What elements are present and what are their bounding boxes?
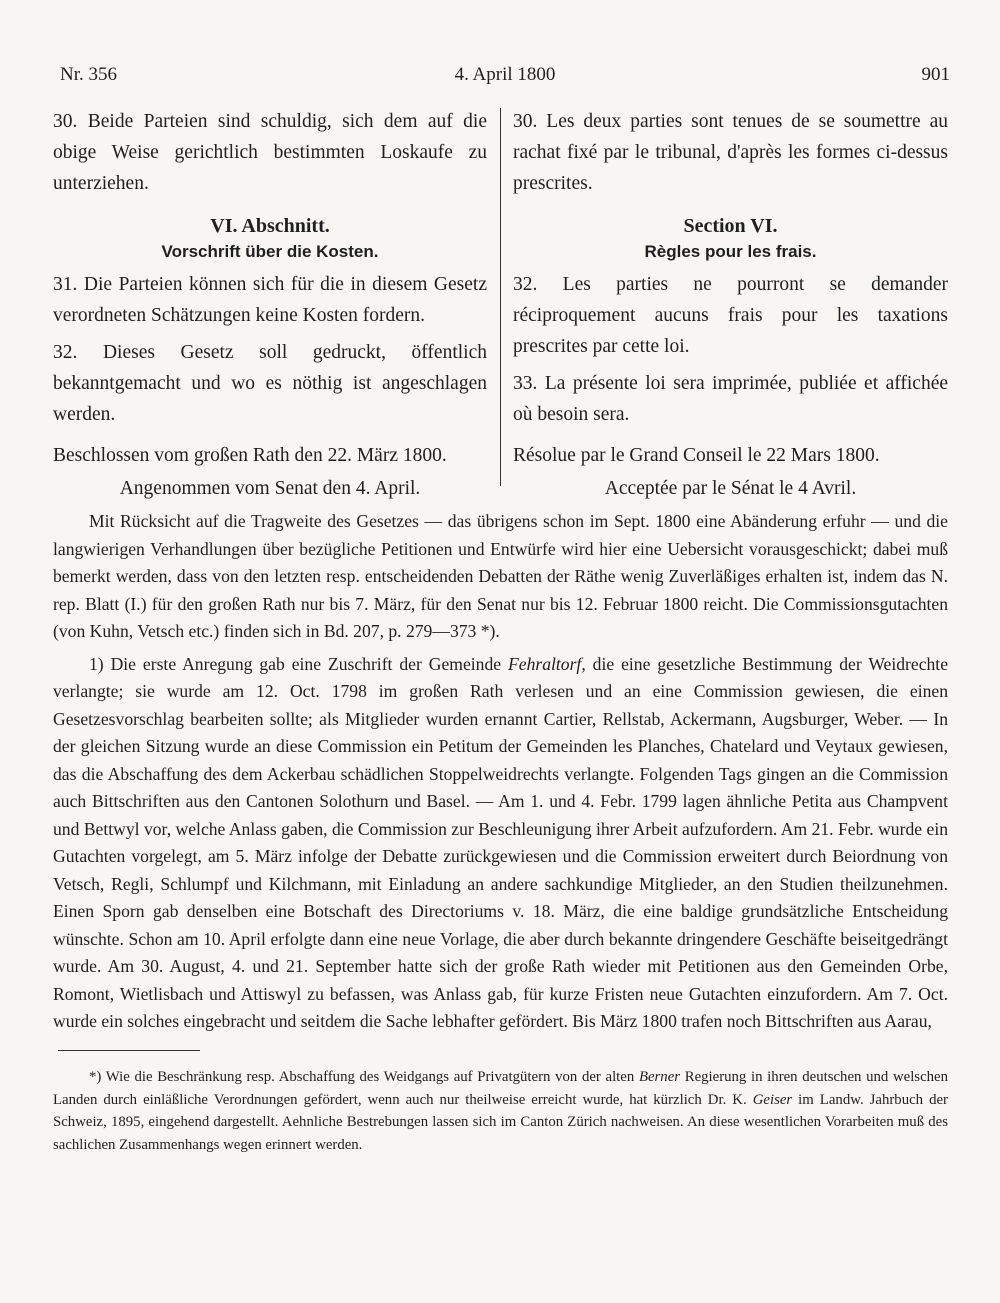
column-divider [500, 108, 501, 486]
section-title-fr: Section VI. [683, 215, 778, 237]
author-name: Geiser [752, 1091, 793, 1108]
text-span: Berner [638, 1069, 681, 1085]
footnote [53, 1066, 948, 1156]
resolution-line-fr: Résolue par le Grand Conseil le 22 Mars 1800. [513, 445, 880, 466]
section-subtitle-de: Vorschrift über die Kosten. [161, 242, 379, 261]
french-column [513, 106, 948, 504]
resolution-line-de: Beschlossen vom großen Rath den 22. März 1800. [53, 445, 447, 466]
footnote-rule [58, 1050, 200, 1051]
text-span: *) Wie die Beschränkung resp. Abschaffung des Weidgangs auf Privatgütern von der alten [89, 1069, 639, 1085]
commentary-paragraph: Mit Rücksicht auf die Tragweite des Gesetzes — das übrigens schon im Sept. 1800 eine Abänderung erfuhr — und die langwierigen Verhandlungen über bezügliche Petitionen und Entwürfe wird hier eine Uebersicht vorausgeschickt; dabei muß bemerkt werden, dass von den letzten resp. entscheidenden Debatten der Räthe wenig Zuverläßiges erhalten ist, indem das N. rep. Blatt (I.) für den großen Rath nur bis 7. März, für den Senat nur bis 12. Februar 1800 reicht. Die Commissionsgutachten (von Kuhn, Vetsch etc.) finden sich in Bd. 207, p. 279—373 *). [53, 511, 948, 641]
text-span: Regierung in ihren deutschen und welschen Landen durch einläßliche Verordnungen gefördert, wenn auch nur theilweise erreicht wurde, hat kürzlich Dr. K. [53, 1069, 948, 1108]
text-span: im Landw. Jahrbuch der Schweiz, 1895, eingehend dargestellt. Aehnliche Bestrebungen lassen sich im Canton Zürich nachweisen. An diese wesentlichen Vorarbeiten muß des sachlichen Zusammenhangs wegen erinnert werden. [53, 1091, 948, 1153]
text-span: 1) Die erste Anregung gab eine Zuschrift der Gemeinde [89, 653, 509, 674]
article-30-de: 30. Beide Parteien sind schuldig, sich dem auf die obige Weise gerichtlich bestimmten Loskaufe zu unterziehen. [53, 111, 487, 194]
article-32-de: 32. Dieses Gesetz soll gedruckt, öffentlich bekanntgemacht und wo es nöthig ist angeschlagen werden. [53, 342, 487, 425]
place-name: Fehraltorf [508, 653, 582, 674]
commentary-text [53, 508, 948, 1036]
acceptance-line-de: Angenommen vom Senat den 4. April. [119, 478, 421, 499]
article-30-fr: 30. Les deux parties sont tenues de se soumettre au rachat fixé par le tribunal, d'après les formes ci-dessus prescrites. [513, 111, 948, 194]
section-title-de: VI. Abschnitt. [210, 215, 330, 237]
article-32-fr: 32. Les parties ne pourront se demander réciproquement aucuns frais pour les taxations prescrites par cette loi. [513, 274, 948, 357]
acceptance-line-fr: Acceptée par le Sénat le 4 Avril. [604, 478, 857, 499]
article-31-de: 31. Die Parteien können sich für die in diesem Gesetz verordneten Schätzungen keine Kosten fordern. [53, 274, 487, 326]
header-date: 4. April 1800 [454, 64, 556, 85]
footnote-paragraph [53, 1066, 948, 1156]
page-header [60, 64, 950, 88]
german-column [53, 106, 487, 504]
page-number: 901 [921, 64, 950, 85]
text-span: , die eine gesetzliche Bestimmung der Weidrechte verlangte; sie wurde am 12. Oct. 1798 im großen Rath verlesen und an eine Commission gewiesen, die einen Gesetzesvorschlag bearbeiten sollte; als Mitglieder wurden ernannt Cartier, Rellstab, Ackermann, Augsburger, Weber. — In der gleichen Sitzung wurde an diese Commission ein Petitum der Gemeinden les Planches, Chatelard und Veytaux gewiesen, das die Abschaffung des dem Ackerbau schädlichen Stoppelweidrechts verlangte. Folgenden Tags gingen an die Commission auch Bittschriften aus den Cantonen Solothurn und Basel. — Am 1. und 4. Febr. 1799 lagen ähnliche Petita aus Champvent und Bettwyl vor, welche Anlass gaben, die Commission zur Beschleunigung ihrer Arbeit aufzufordern. Am 21. Febr. wurde ein Gutachten vorgelegt, am 5. März infolge der Debatte zurückgewiesen und die Commission erweitert durch Beiordnung von Vetsch, Regli, Schlumpf und Kilchmann, mit Einladung an andere sachkundige Mitglieder, an den Studien theilzunehmen. Einen Sporn gab denselben eine Botschaft des Directoriums v. 18. März, die eine baldige grundsätzliche Entscheidung wünschte. Schon am 10. April erfolgte dann eine neue Vorlage, die aber durch bekannte dringendere Geschäfte beiseitgedrängt wurde. Am 30. August, 4. und 21. September hatte sich der große Rath wieder mit Petitionen aus den Gemeinden Orbe, Romont, Wietlisbach und Attiswyl zu befassen, was Anlass gab, für kurze Fristen neue Gutachten einzufordern. Am 7. Oct. wurde ein solches eingebracht und seitdem die Sache lebhafter gefördert. Bis März 1800 trafen noch Bittschriften aus Aarau, [53, 653, 948, 1031]
article-33-fr: 33. La présente loi sera imprimée, publiée et affichée où besoin sera. [513, 373, 948, 425]
document-number: Nr. 356 [60, 64, 117, 85]
commentary-paragraph [53, 651, 948, 1036]
section-subtitle-fr: Règles pour les frais. [644, 242, 817, 261]
